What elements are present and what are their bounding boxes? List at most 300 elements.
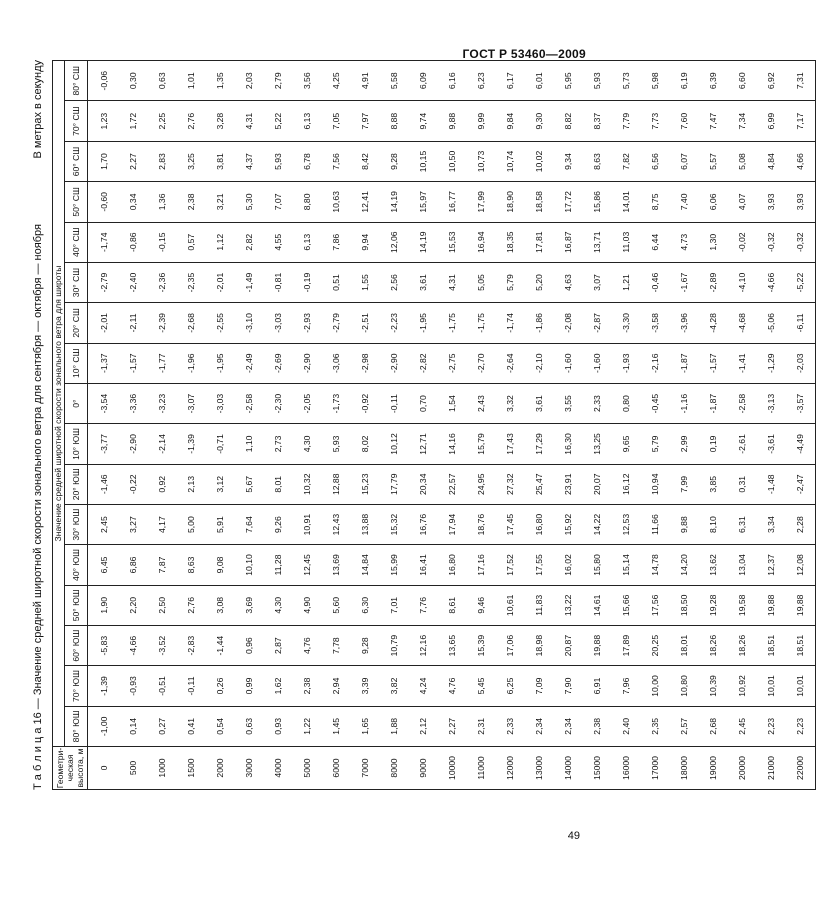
value-cell: -0,11 — [177, 666, 206, 706]
value-cell: -3,03 — [206, 383, 235, 423]
value-cell: -2,14 — [148, 424, 177, 464]
value-cell: 4,24 — [409, 666, 438, 706]
value-cell: 18,51 — [757, 625, 786, 665]
value-cell: -2,11 — [119, 303, 148, 343]
value-cell: -2,05 — [293, 383, 322, 423]
height-cell: 22000 — [786, 747, 816, 790]
latitude-column-header: 40° СШ — [65, 222, 88, 262]
value-cell: 1,70 — [88, 141, 120, 181]
value-cell: -3,57 — [786, 383, 816, 423]
value-cell: -3,13 — [757, 383, 786, 423]
value-cell: 3,08 — [206, 585, 235, 625]
height-cell: 2000 — [206, 747, 235, 790]
value-cell: 12,41 — [351, 182, 380, 222]
value-cell: -2,39 — [148, 303, 177, 343]
value-cell: -1,86 — [525, 303, 554, 343]
value-cell: 7,05 — [322, 101, 351, 141]
value-cell: -2,49 — [235, 343, 264, 383]
value-cell: -1,77 — [148, 343, 177, 383]
table-row — [235, 61, 264, 790]
value-cell: 2,43 — [467, 383, 496, 423]
latitude-column-header: 80° СШ — [65, 61, 88, 102]
value-cell: 3,82 — [380, 666, 409, 706]
value-cell: -2,16 — [641, 343, 670, 383]
value-cell: 5,05 — [467, 262, 496, 302]
value-cell: -0,60 — [88, 182, 120, 222]
height-cell: 4000 — [264, 747, 293, 790]
height-cell: 6000 — [322, 747, 351, 790]
value-cell: -4,10 — [728, 262, 757, 302]
value-cell: 7,78 — [322, 625, 351, 665]
value-cell: 15,80 — [583, 545, 612, 585]
value-cell: -2,68 — [177, 303, 206, 343]
value-cell: 1,72 — [119, 101, 148, 141]
height-cell: 8000 — [380, 747, 409, 790]
value-cell: 23,91 — [554, 464, 583, 504]
height-cell: 500 — [119, 747, 148, 790]
value-cell: -2,75 — [438, 343, 467, 383]
value-cell: 12,06 — [380, 222, 409, 262]
value-cell: -2,89 — [699, 262, 728, 302]
value-cell: 14,78 — [641, 545, 670, 585]
value-cell: 0,34 — [119, 182, 148, 222]
value-cell: -3,06 — [322, 343, 351, 383]
latitude-column-header: 40° ЮШ — [65, 545, 88, 585]
value-cell: 4,07 — [728, 182, 757, 222]
value-cell: 0,96 — [235, 625, 264, 665]
table-row — [525, 61, 554, 790]
table-row — [119, 61, 148, 790]
height-cell: 1000 — [148, 747, 177, 790]
value-cell: 0,70 — [409, 383, 438, 423]
value-cell: 15,23 — [351, 464, 380, 504]
value-cell: 0,19 — [699, 424, 728, 464]
value-cell: -4,66 — [757, 262, 786, 302]
value-cell: 3,21 — [206, 182, 235, 222]
value-cell: 4,31 — [235, 101, 264, 141]
value-cell: 6,25 — [496, 666, 525, 706]
value-cell: 16,76 — [409, 504, 438, 544]
value-cell: -3,96 — [670, 303, 699, 343]
value-cell: 5,95 — [554, 61, 583, 102]
value-cell: 6,01 — [525, 61, 554, 102]
value-cell: -2,01 — [88, 303, 120, 343]
value-cell: 7,76 — [409, 585, 438, 625]
value-cell: 15,79 — [467, 424, 496, 464]
value-cell: 16,80 — [525, 504, 554, 544]
value-cell: 3,61 — [409, 262, 438, 302]
value-cell: 16,87 — [554, 222, 583, 262]
value-cell: 9,99 — [467, 101, 496, 141]
value-cell: -1,39 — [177, 424, 206, 464]
latitude-column-header: 80° ЮШ — [65, 706, 88, 746]
value-cell: 8,75 — [641, 182, 670, 222]
value-cell: -0,22 — [119, 464, 148, 504]
value-cell: 12,88 — [322, 464, 351, 504]
value-cell: 4,17 — [148, 504, 177, 544]
value-cell: 6,31 — [728, 504, 757, 544]
value-cell: 16,41 — [409, 545, 438, 585]
value-cell: 10,50 — [438, 141, 467, 181]
value-cell: 5,00 — [177, 504, 206, 544]
value-cell: -0,71 — [206, 424, 235, 464]
value-cell: 2,82 — [235, 222, 264, 262]
value-cell: -2,64 — [496, 343, 525, 383]
height-cell: 1500 — [177, 747, 206, 790]
value-cell: 9,65 — [612, 424, 641, 464]
latitude-column-header: 20° ЮШ — [65, 464, 88, 504]
value-cell: 0,51 — [322, 262, 351, 302]
height-cell: 16000 — [612, 747, 641, 790]
value-cell: -2,58 — [728, 383, 757, 423]
value-cell: 9,88 — [670, 504, 699, 544]
value-cell: 5,98 — [641, 61, 670, 102]
value-cell: 2,33 — [496, 706, 525, 746]
value-cell: 2,27 — [438, 706, 467, 746]
value-cell: -5,06 — [757, 303, 786, 343]
value-cell: 7,34 — [728, 101, 757, 141]
value-cell: -2,40 — [119, 262, 148, 302]
value-cell: 1,35 — [206, 61, 235, 102]
value-cell: 2,38 — [583, 706, 612, 746]
value-cell: -3,58 — [641, 303, 670, 343]
value-cell: 18,35 — [496, 222, 525, 262]
value-cell: -2,30 — [264, 383, 293, 423]
value-cell: 4,31 — [438, 262, 467, 302]
value-cell: 13,62 — [699, 545, 728, 585]
value-cell: 8,42 — [351, 141, 380, 181]
value-cell: 14,16 — [438, 424, 467, 464]
value-cell: -0,15 — [148, 222, 177, 262]
value-cell: 7,40 — [670, 182, 699, 222]
value-cell: -3,23 — [148, 383, 177, 423]
value-cell: -4,49 — [786, 424, 816, 464]
value-cell: 2,76 — [177, 101, 206, 141]
value-cell: 4,91 — [351, 61, 380, 102]
value-cell: -2,90 — [119, 424, 148, 464]
value-cell: -2,23 — [380, 303, 409, 343]
value-cell: 7,79 — [612, 101, 641, 141]
value-cell: 4,73 — [670, 222, 699, 262]
value-cell: -1,95 — [409, 303, 438, 343]
value-cell: 8,10 — [699, 504, 728, 544]
value-cell: -3,03 — [264, 303, 293, 343]
table-row — [177, 61, 206, 790]
value-cell: -2,93 — [293, 303, 322, 343]
value-cell: 17,43 — [496, 424, 525, 464]
value-cell: 0,93 — [264, 706, 293, 746]
value-cell: -0,45 — [641, 383, 670, 423]
value-cell: 10,92 — [728, 666, 757, 706]
value-cell: 2,83 — [148, 141, 177, 181]
value-cell: 1,22 — [293, 706, 322, 746]
value-cell: -2,90 — [380, 343, 409, 383]
value-cell: 17,89 — [612, 625, 641, 665]
value-cell: 9,30 — [525, 101, 554, 141]
latitude-column-header: 60° ЮШ — [65, 625, 88, 665]
value-cell: 7,90 — [554, 666, 583, 706]
value-cell: 10,02 — [525, 141, 554, 181]
rotated-table-block — [30, 60, 805, 790]
value-cell: 1,65 — [351, 706, 380, 746]
value-cell: -2,08 — [554, 303, 583, 343]
value-cell: 0,30 — [119, 61, 148, 102]
value-cell: 2,94 — [322, 666, 351, 706]
table-row — [757, 61, 786, 790]
value-cell: 1,12 — [206, 222, 235, 262]
value-cell: 15,14 — [612, 545, 641, 585]
value-cell: 10,01 — [757, 666, 786, 706]
value-cell: -2,01 — [206, 262, 235, 302]
value-cell: 5,93 — [583, 61, 612, 102]
value-cell: 20,07 — [583, 464, 612, 504]
value-cell: 9,28 — [351, 625, 380, 665]
height-cell: 17000 — [641, 747, 670, 790]
value-cell: 13,65 — [438, 625, 467, 665]
value-cell: -1,87 — [670, 343, 699, 383]
value-cell: 4,30 — [293, 424, 322, 464]
value-cell: 19,58 — [728, 585, 757, 625]
value-cell: 0,63 — [235, 706, 264, 746]
value-cell: 15,32 — [380, 504, 409, 544]
value-cell: -1,39 — [88, 666, 120, 706]
value-cell: -2,35 — [177, 262, 206, 302]
value-cell: 8,88 — [380, 101, 409, 141]
value-cell: 18,01 — [670, 625, 699, 665]
value-cell: -0,93 — [119, 666, 148, 706]
value-cell: 7,09 — [525, 666, 554, 706]
value-cell: 3,25 — [177, 141, 206, 181]
value-cell: 3,12 — [206, 464, 235, 504]
value-cell: -0,06 — [88, 61, 120, 102]
value-cell: 7,17 — [786, 101, 816, 141]
value-cell: 9,08 — [206, 545, 235, 585]
value-cell: 5,79 — [496, 262, 525, 302]
latitude-column-header: 0° — [65, 383, 88, 423]
value-cell: 1,62 — [264, 666, 293, 706]
value-cell: 2,57 — [670, 706, 699, 746]
value-cell: 2,56 — [380, 262, 409, 302]
value-cell: 2,34 — [554, 706, 583, 746]
value-cell: 3,39 — [351, 666, 380, 706]
value-cell: 0,80 — [612, 383, 641, 423]
value-cell: 4,63 — [554, 262, 583, 302]
value-cell: 13,71 — [583, 222, 612, 262]
value-cell: -1,60 — [583, 343, 612, 383]
value-cell: 1,88 — [380, 706, 409, 746]
value-cell: 3,69 — [235, 585, 264, 625]
value-cell: 2,50 — [148, 585, 177, 625]
value-cell: 10,39 — [699, 666, 728, 706]
value-cell: 7,86 — [322, 222, 351, 262]
value-cell: -4,66 — [119, 625, 148, 665]
value-cell: 5,58 — [380, 61, 409, 102]
table-row — [264, 61, 293, 790]
value-cell: 4,30 — [264, 585, 293, 625]
value-cell: 3,81 — [206, 141, 235, 181]
value-cell: 10,61 — [496, 585, 525, 625]
value-cell: 14,22 — [583, 504, 612, 544]
value-cell: 17,99 — [467, 182, 496, 222]
value-cell: 25,47 — [525, 464, 554, 504]
value-cell: -1,67 — [670, 262, 699, 302]
value-cell: 3,61 — [525, 383, 554, 423]
table-row — [380, 61, 409, 790]
value-cell: 3,55 — [554, 383, 583, 423]
value-cell: 10,10 — [235, 545, 264, 585]
value-cell: 2,79 — [264, 61, 293, 102]
value-cell: -3,77 — [88, 424, 120, 464]
value-cell: -2,87 — [583, 303, 612, 343]
page-number: 49 — [567, 830, 580, 842]
value-cell: -1,60 — [554, 343, 583, 383]
value-cell: 2,13 — [177, 464, 206, 504]
value-cell: 9,46 — [467, 585, 496, 625]
value-cell: 6,39 — [699, 61, 728, 102]
value-cell: 6,23 — [467, 61, 496, 102]
value-cell: 15,53 — [438, 222, 467, 262]
value-cell: 17,16 — [467, 545, 496, 585]
value-cell: 5,08 — [728, 141, 757, 181]
table-row — [670, 61, 699, 790]
value-cell: 18,26 — [699, 625, 728, 665]
value-cell: 0,92 — [148, 464, 177, 504]
value-cell: 0,41 — [177, 706, 206, 746]
value-cell: 3,32 — [496, 383, 525, 423]
value-cell: -1,96 — [177, 343, 206, 383]
value-cell: -1,44 — [206, 625, 235, 665]
value-cell: -1,46 — [88, 464, 120, 504]
value-cell: 12,16 — [409, 625, 438, 665]
latitude-column-header: 70° СШ — [65, 101, 88, 141]
value-cell: 14,61 — [583, 585, 612, 625]
value-cell: 3,28 — [206, 101, 235, 141]
value-cell: 15,39 — [467, 625, 496, 665]
value-cell: -3,54 — [88, 383, 120, 423]
value-cell: -0,32 — [786, 222, 816, 262]
value-cell: -2,61 — [728, 424, 757, 464]
value-cell: 1,54 — [438, 383, 467, 423]
value-cell: -3,61 — [757, 424, 786, 464]
value-cell: 19,28 — [699, 585, 728, 625]
table-caption: Т а б л и ц а 16 — Значение средней широтной скорости зонального ветра для сентября — октября — ноября — [32, 224, 44, 790]
value-cell: 6,06 — [699, 182, 728, 222]
value-cell: 4,90 — [293, 585, 322, 625]
value-cell: 6,16 — [438, 61, 467, 102]
value-cell: -2,47 — [786, 464, 816, 504]
value-cell: 11,83 — [525, 585, 554, 625]
value-cell: 27,32 — [496, 464, 525, 504]
value-cell: 5,20 — [525, 262, 554, 302]
value-cell: -3,30 — [612, 303, 641, 343]
standard-designation: ГОСТ Р 53460—2009 — [462, 47, 586, 61]
value-cell: 17,52 — [496, 545, 525, 585]
height-cell: 11000 — [467, 747, 496, 790]
value-cell: -1,48 — [757, 464, 786, 504]
value-cell: 9,28 — [380, 141, 409, 181]
table-row — [786, 61, 816, 790]
table-row — [699, 61, 728, 790]
value-cell: 17,45 — [496, 504, 525, 544]
value-cell: 6,44 — [641, 222, 670, 262]
height-cell: 9000 — [409, 747, 438, 790]
value-cell: 18,90 — [496, 182, 525, 222]
value-cell: 22,57 — [438, 464, 467, 504]
value-cell: 7,99 — [670, 464, 699, 504]
value-cell: 6,91 — [583, 666, 612, 706]
value-cell: 11,66 — [641, 504, 670, 544]
height-cell: 18000 — [670, 747, 699, 790]
value-cell: 16,30 — [554, 424, 583, 464]
table-row — [88, 61, 120, 790]
caption-row — [30, 60, 50, 790]
value-cell: 1,01 — [177, 61, 206, 102]
wind-speed-table — [52, 60, 816, 790]
value-cell: 15,86 — [583, 182, 612, 222]
value-cell: 14,84 — [351, 545, 380, 585]
value-cell: -2,58 — [235, 383, 264, 423]
value-cell: 7,47 — [699, 101, 728, 141]
value-cell: 2,23 — [757, 706, 786, 746]
value-cell: 19,88 — [583, 625, 612, 665]
value-cell: 11,28 — [264, 545, 293, 585]
value-cell: -2,79 — [88, 262, 120, 302]
value-cell: 16,94 — [467, 222, 496, 262]
value-cell: 8,63 — [583, 141, 612, 181]
value-cell: -3,07 — [177, 383, 206, 423]
value-cell: 12,53 — [612, 504, 641, 544]
value-cell: 2,40 — [612, 706, 641, 746]
value-cell: 8,37 — [583, 101, 612, 141]
height-cell: 19000 — [699, 747, 728, 790]
value-cell: 0,54 — [206, 706, 235, 746]
value-cell: 6,45 — [88, 545, 120, 585]
value-cell: -3,10 — [235, 303, 264, 343]
table-row — [148, 61, 177, 790]
value-cell: 5,60 — [322, 585, 351, 625]
value-cell: 0,63 — [148, 61, 177, 102]
latitude-column-header: 30° ЮШ — [65, 504, 88, 544]
value-cell: -1,49 — [235, 262, 264, 302]
table-row — [583, 61, 612, 790]
table-row — [438, 61, 467, 790]
value-cell: 7,97 — [351, 101, 380, 141]
value-cell: 17,79 — [380, 464, 409, 504]
value-cell: 5,22 — [264, 101, 293, 141]
latitude-group-header: Значение средней широтной скорости зонального ветра для широты — [53, 61, 65, 747]
value-cell: -2,55 — [206, 303, 235, 343]
value-cell: -0,11 — [380, 383, 409, 423]
value-cell: 2,38 — [293, 666, 322, 706]
value-cell: 11,03 — [612, 222, 641, 262]
value-cell: 2,27 — [119, 141, 148, 181]
value-cell: 6,92 — [757, 61, 786, 102]
value-cell: 7,82 — [612, 141, 641, 181]
value-cell: 4,76 — [293, 625, 322, 665]
value-cell: 3,34 — [757, 504, 786, 544]
value-cell: 7,64 — [235, 504, 264, 544]
value-cell: 14,01 — [612, 182, 641, 222]
value-cell: 1,45 — [322, 706, 351, 746]
value-cell: 15,97 — [409, 182, 438, 222]
value-cell: -1,29 — [757, 343, 786, 383]
height-cell: 21000 — [757, 747, 786, 790]
value-cell: 14,19 — [409, 222, 438, 262]
value-cell: 4,37 — [235, 141, 264, 181]
table-row — [467, 61, 496, 790]
value-cell: 1,36 — [148, 182, 177, 222]
value-cell: -1,95 — [206, 343, 235, 383]
